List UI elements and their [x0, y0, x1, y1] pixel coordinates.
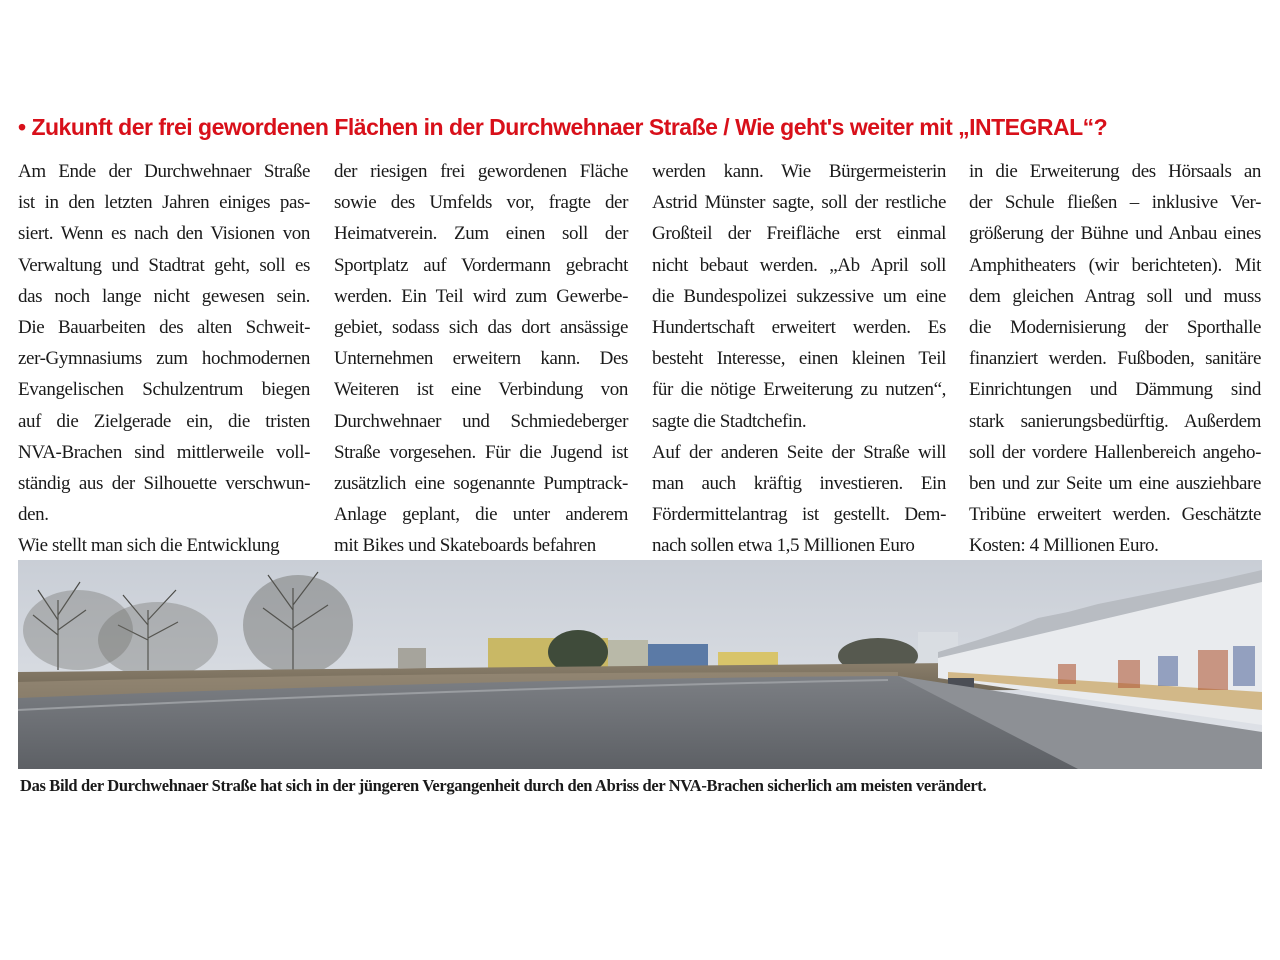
article-line: NVA-Brachen sind mittlerweile voll-: [18, 441, 310, 463]
photo-caption: Das Bild der Durchwehnaer Straße hat sich in der jüngeren Vergangenheit durch den Abriss der NVA-Brachen sicherlich am meisten verändert.: [20, 776, 987, 795]
article-line: Evangelischen Schulzentrum biegen: [18, 379, 310, 401]
article-line: nach sollen etwa 1,5 Millionen Euro: [652, 535, 915, 557]
article-line: sowie des Umfelds vor, fragte der: [334, 192, 628, 214]
article-line: Tribüne erweitert werden. Geschätzte: [969, 504, 1261, 526]
article-line: Wie stellt man sich die Entwicklung: [18, 535, 280, 557]
article-line: die Bundespolizei sukzessive um eine: [652, 285, 946, 307]
article-line: Weiteren ist eine Verbindung von: [334, 379, 628, 401]
article-line: ständig aus der Silhouette verschwun-: [18, 473, 310, 495]
article-line: der Schule fließen – inklusive Ver-: [969, 192, 1261, 214]
article-line: Astrid Münster sagte, soll der restliche: [652, 192, 946, 214]
article-line: werden kann. Wie Bürgermeisterin: [652, 161, 946, 182]
article-line: nicht bebaut werden. „Ab April soll: [652, 254, 946, 276]
article-line: Sportplatz auf Vordermann gebracht: [334, 254, 628, 276]
article-line: finanziert werden. Fußboden, sanitäre: [969, 348, 1261, 370]
article-line: zusätzlich eine sogenannte Pumptrack-: [334, 473, 628, 495]
article-line: ist in den letzten Jahren einiges pas-: [18, 192, 310, 214]
headline-bullet: •: [18, 114, 26, 140]
article-line: Am Ende der Durchwehnaer Straße: [18, 161, 310, 182]
article-line: stark sanierungsbedürftig. Außerdem: [969, 410, 1261, 432]
article-column-1: [18, 156, 310, 562]
panorama-photo: [18, 560, 1262, 769]
article-column-2: [334, 156, 628, 562]
article-line: das noch lange nicht gewesen sein.: [18, 285, 310, 307]
article-line: sagte die Stadtchefin.: [652, 410, 807, 432]
article-line: Großteil der Freifläche erst einmal: [652, 223, 946, 245]
article-line: Durchwehnaer und Schmiedeberger: [334, 410, 628, 432]
article-line: den.: [18, 504, 49, 526]
article-line: für die nötige Erweiterung zu nutzen“,: [652, 379, 946, 401]
article-column-3: [652, 156, 946, 562]
article-line: werden. Ein Teil wird zum Gewerbe-: [334, 285, 628, 307]
article-line: zer-Gymnasiums zum hochmodernen: [18, 348, 310, 370]
article-line: besteht Interesse, einen kleinen Teil: [652, 348, 946, 370]
article-line: soll der vordere Hallenbereich angeho-: [969, 441, 1261, 463]
article-line: mit Bikes und Skateboards befahren: [334, 535, 596, 557]
article-line: Einrichtungen und Dämmung sind: [969, 379, 1261, 401]
article-line: Verwaltung und Stadtrat geht, soll es: [18, 254, 310, 276]
article-line: ben und zur Seite um eine ausziehbare: [969, 473, 1261, 495]
article-line: Kosten: 4 Millionen Euro.: [969, 535, 1159, 557]
article-line: Fördermittelantrag ist gestellt. Dem-: [652, 504, 946, 526]
article-line: Auf der anderen Seite der Straße will: [652, 441, 946, 463]
article-headline: [18, 114, 1268, 141]
article-line: auf die Zielgerade ein, die tristen: [18, 410, 310, 432]
article-line: dem gleichen Antrag soll und muss: [969, 285, 1261, 307]
headline-text: Zukunft der frei gewordenen Flächen in der Durchwehnaer Straße / Wie geht's weiter mit „INTEGRAL“?: [31, 114, 1108, 140]
article-line: Heimatverein. Zum einen soll der: [334, 223, 628, 245]
street-panorama-image: [18, 560, 1262, 769]
article-line: Hundertschaft erweitert werden. Es: [652, 317, 946, 339]
article-line: die Modernisierung der Sporthalle: [969, 317, 1261, 339]
article-line: man auch kräftig investieren. Ein: [652, 473, 946, 495]
article-line: Amphitheaters (wir berichteten). Mit: [969, 254, 1261, 276]
article-line: Unternehmen erweitern kann. Des: [334, 348, 628, 370]
article-line: gebiet, sodass sich das dort ansässige: [334, 317, 628, 339]
article-line: in die Erweiterung des Hörsaals an: [969, 161, 1261, 182]
article-line: Anlage geplant, die unter anderem: [334, 504, 628, 526]
article-line: der riesigen frei gewordenen Fläche: [334, 161, 628, 182]
article-column-4: [969, 156, 1261, 562]
article-line: Die Bauarbeiten des alten Schweit-: [18, 317, 310, 339]
article-line: siert. Wenn es nach den Visionen von: [18, 223, 310, 245]
article-line: Straße vorgesehen. Für die Jugend ist: [334, 441, 628, 463]
article-line: größerung der Bühne und Anbau eines: [969, 223, 1261, 245]
